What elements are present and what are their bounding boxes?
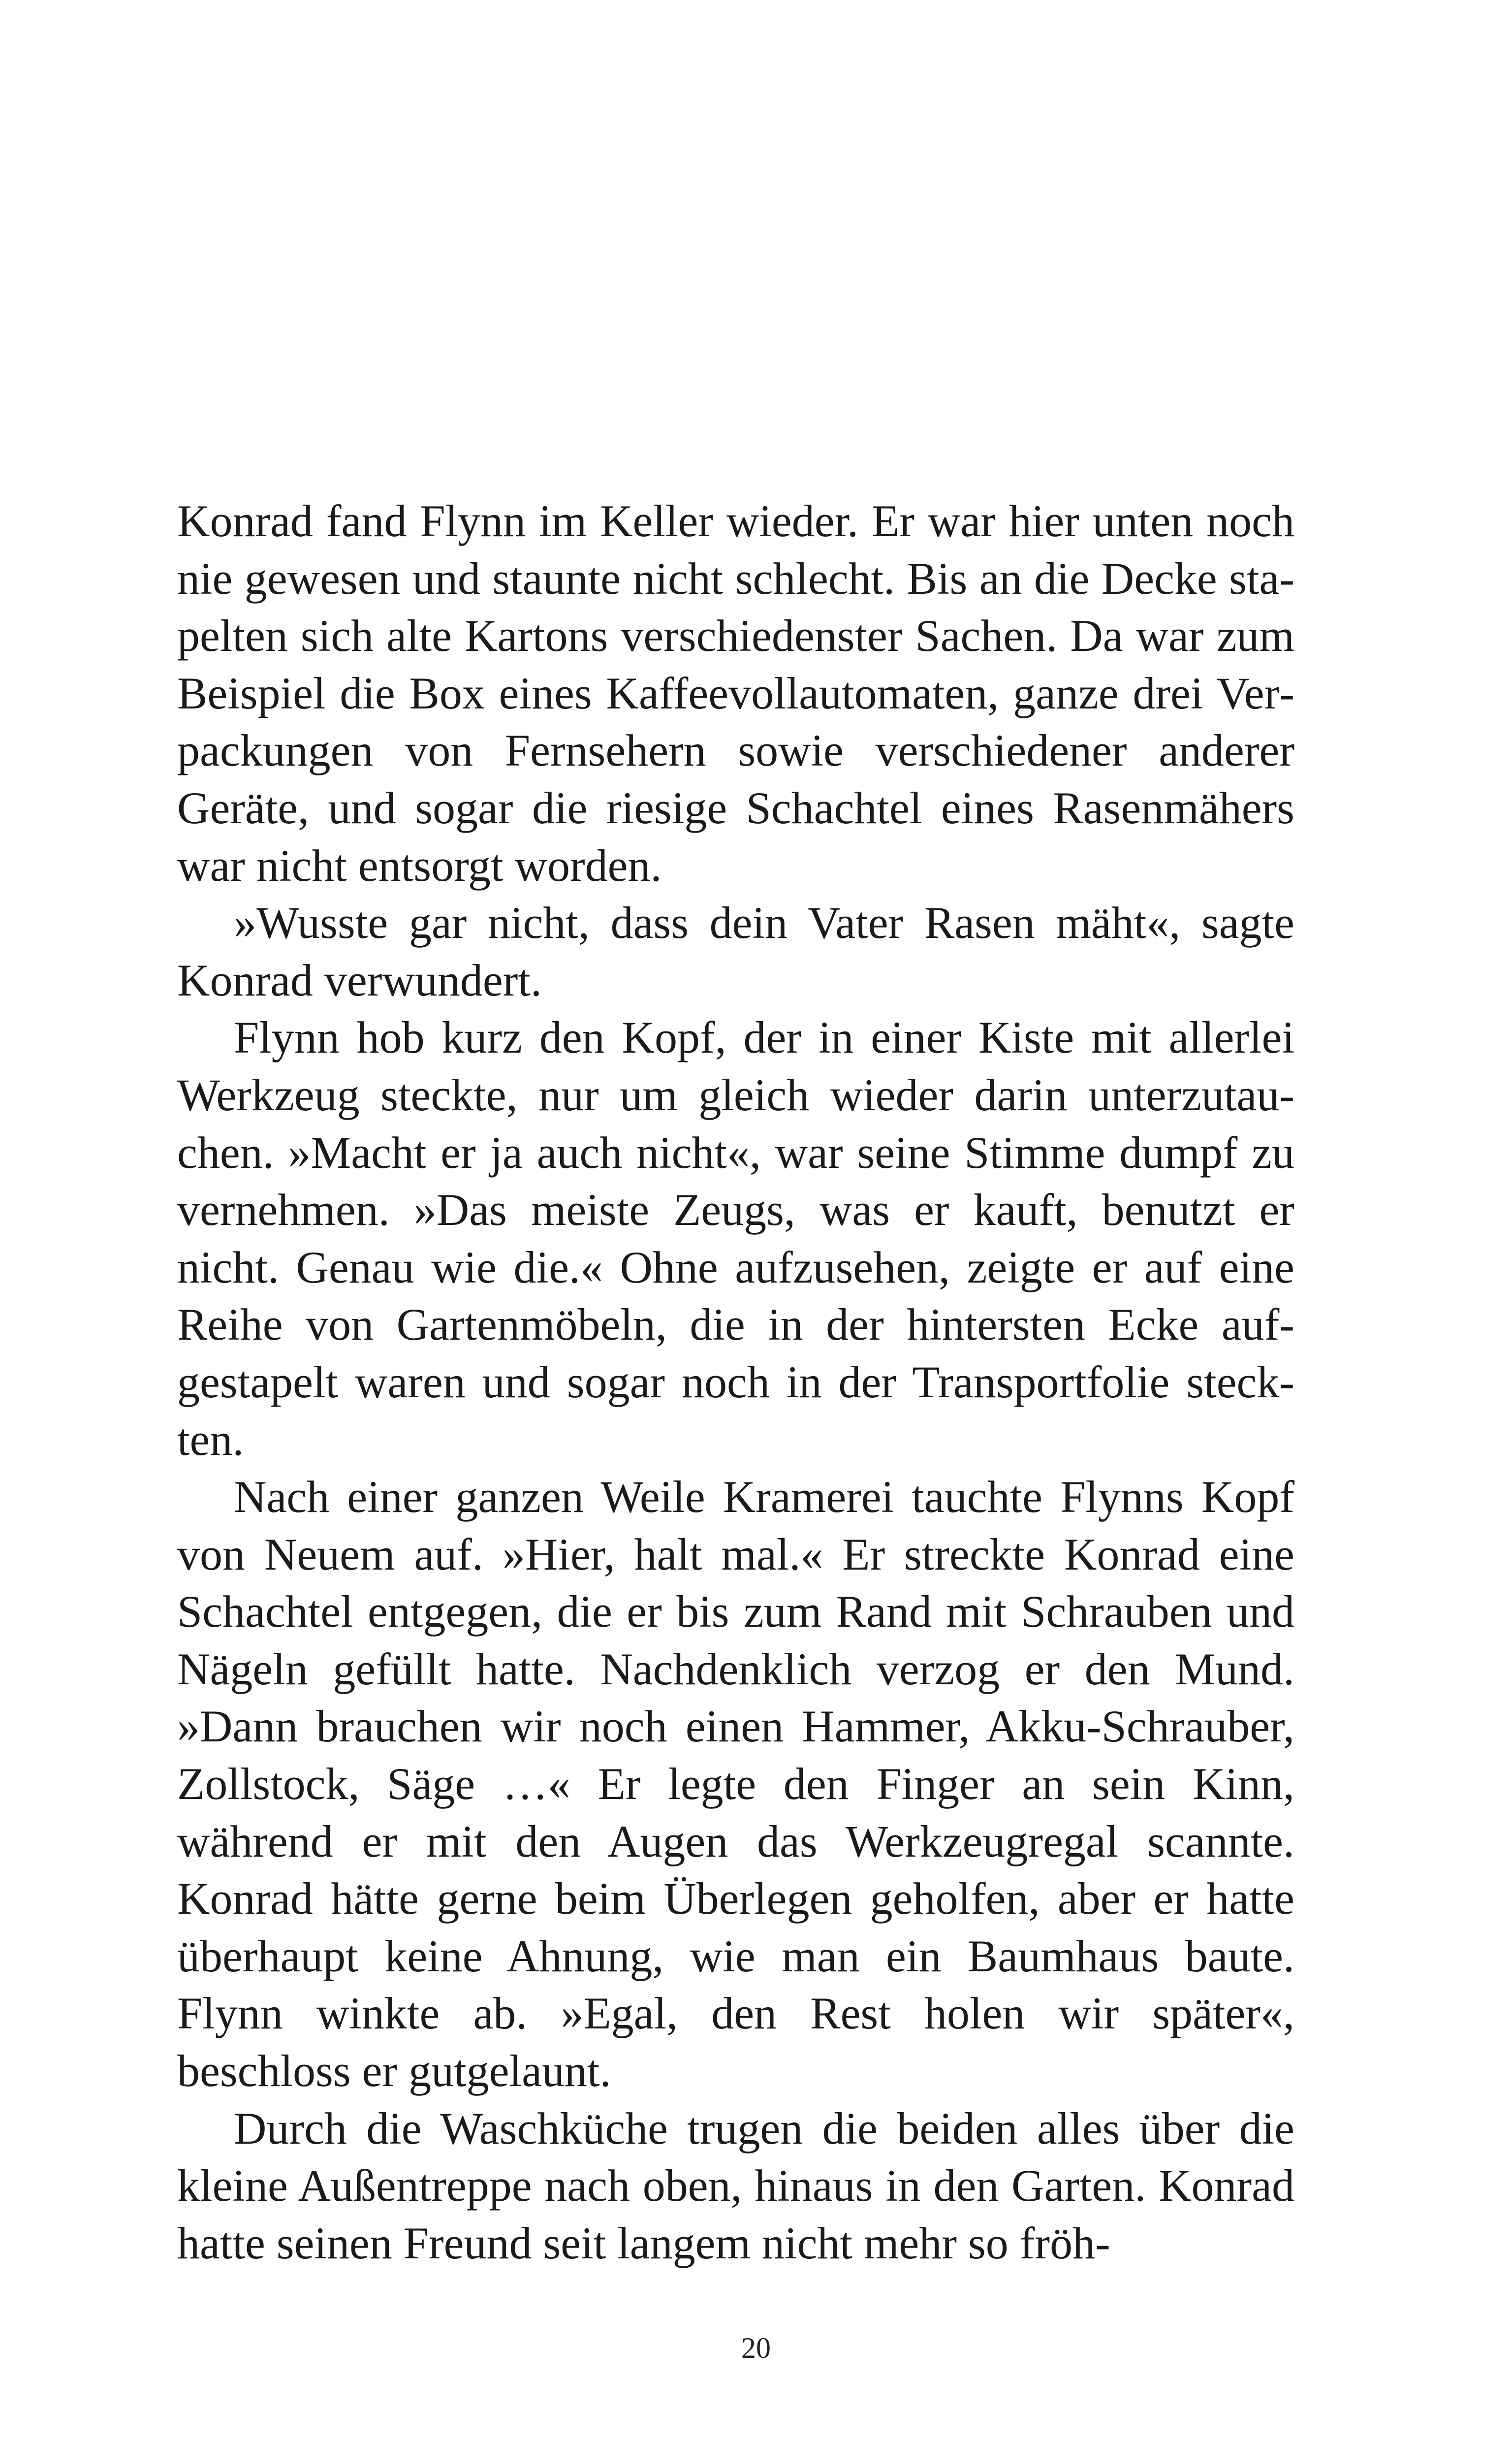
paragraph-2: »Wusste gar nicht, dass dein Vater Rasen mäht«, sagte Konrad verwundert.	[177, 898, 1294, 1005]
paragraph-3: Flynn hob kurz den Kopf, der in einer Kiste mit allerlei Werkzeug steckte, nur um gleich wieder darin unterzutauchen. »Macht er ja auch nicht«, war seine Stimme dumpf zu vernehmen. »Das meiste Zeugs, was er kauft, benutzt er nicht. Genau wie die.« Ohne aufzusehen, zeigte er auf eine Reihe von Gartenmöbeln, die in der hintersten Ecke aufgestapelt waren und sogar noch in der Transportfolie steckten.	[177, 1012, 1294, 1465]
paragraph-4: Nach einer ganzen Weile Kramerei tauchte Flynns Kopf von Neuem auf. »Hier, halt mal.« Er streckte Konrad eine Schachtel entgegen, die er bis zum Rand mit Schrauben und Nägeln gefüllt hatte. Nachdenklich verzog er den Mund. »Dann brauchen wir noch einen Hammer, Akku-Schrauber, Zollstock, Säge …« Er legte den Finger an sein Kinn, während er mit den Augen das Werkzeugregal scannte. Konrad hätte gerne beim Überlegen geholfen, aber er hatte überhaupt keine Ahnung, wie man ein Baumhaus baute. Flynn winkte ab. »Egal, den Rest holen wir später«, beschloss er gutgelaunt.	[177, 1472, 1294, 2096]
page-number: 20	[741, 2332, 771, 2364]
body-text	[177, 492, 1294, 2272]
paragraph-5: Durch die Waschküche trugen die beiden alles über die kleine Außentreppe nach oben, hinaus in den Garten. Konrad hatte seinen Freund seit langem nicht mehr so fröh-	[177, 2103, 1294, 2268]
paragraph-1: Konrad fand Flynn im Keller wieder. Er war hier unten noch nie gewesen und staunte nicht schlecht. Bis an die Decke stapelten sich alte Kartons verschiedenster Sachen. Da war zum Beispiel die Box eines Kaffeevollautomaten, ganze drei Verpackungen von Fernsehern sowie verschiedener anderer Geräte, und sogar die riesige Schachtel eines Rasenmähers war nicht entsorgt worden.	[177, 496, 1294, 891]
